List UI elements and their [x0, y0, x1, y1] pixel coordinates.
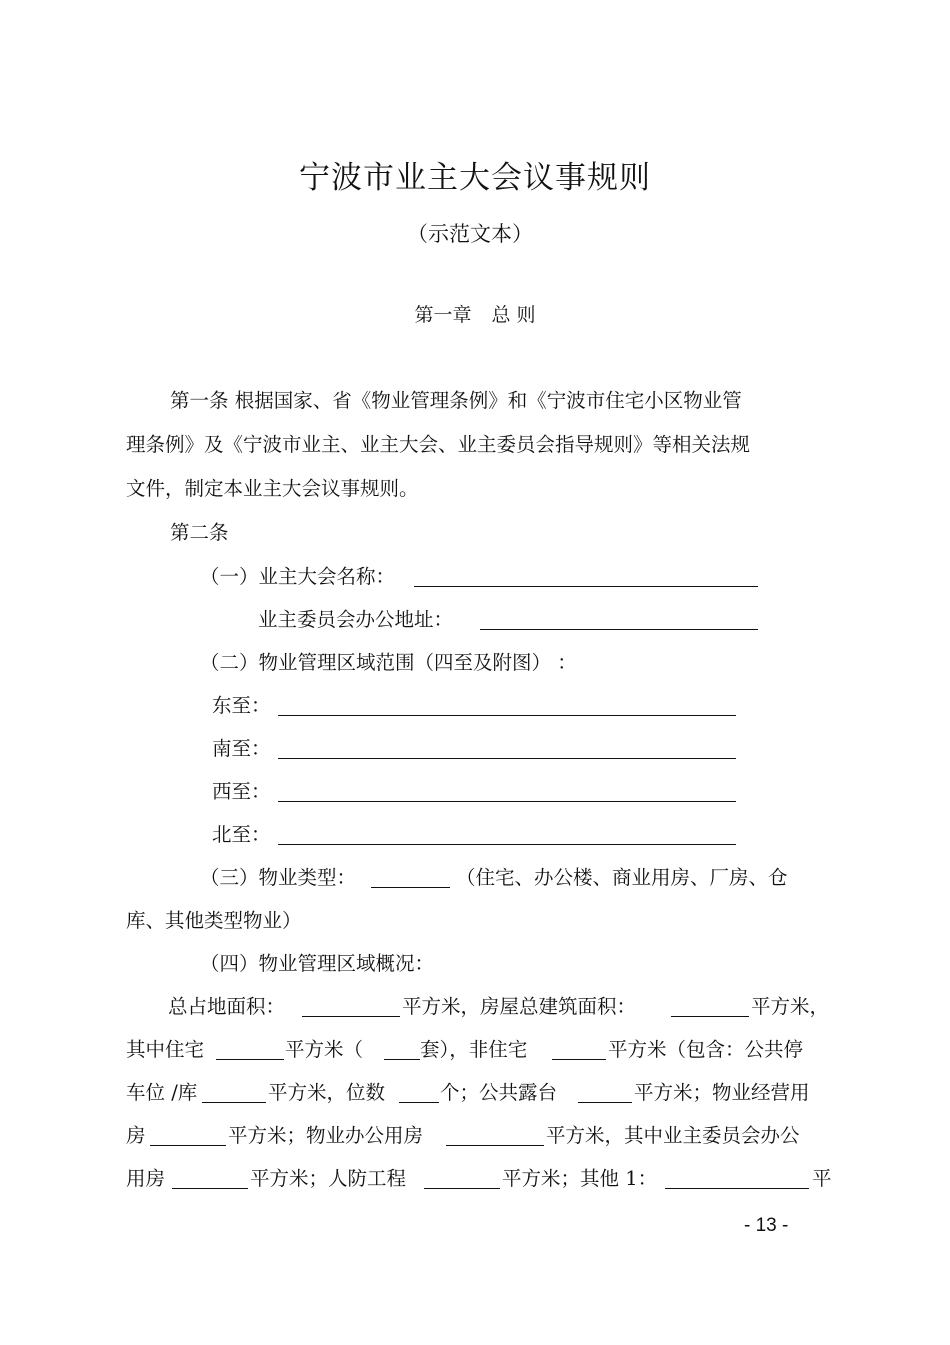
- terrace-blank[interactable]: [578, 1102, 632, 1103]
- total-land-label: 总占地面积：: [168, 995, 286, 1018]
- parking-area-blank[interactable]: [202, 1102, 266, 1103]
- owners-assembly-name-label: （一）业主大会名称：: [200, 565, 396, 588]
- article1-line3: 文件，制定本业主大会议事规则。: [126, 477, 419, 500]
- sqm-unit-1: 平方米，: [751, 995, 830, 1018]
- property-type-blank[interactable]: [371, 887, 450, 888]
- business-room-blank[interactable]: [150, 1145, 226, 1146]
- civil-defense-label: 平方米；人防工程: [250, 1167, 407, 1190]
- residential-units-blank[interactable]: [384, 1059, 420, 1060]
- document-subtitle: （示范文本）: [407, 222, 533, 246]
- owners-assembly-name-blank[interactable]: [414, 586, 758, 587]
- non-residential-blank[interactable]: [552, 1059, 606, 1060]
- parking-count-label: 平方米，位数: [268, 1081, 386, 1104]
- other-unit: 平: [812, 1167, 832, 1190]
- total-building-label: 平方米，房屋总建筑面积：: [402, 995, 637, 1018]
- article2-heading: 第二条: [170, 521, 229, 544]
- east-blank[interactable]: [278, 715, 736, 716]
- business-room-label-cont: 房: [126, 1124, 146, 1147]
- east-label: 东至：: [212, 694, 271, 717]
- document-title: 宁波市业主大会议事规则: [299, 160, 651, 196]
- article1-line1: 第一条 根据国家、省《物业管理条例》和《宁波市住宅小区物业管: [170, 389, 742, 412]
- north-label: 北至：: [212, 823, 271, 846]
- committee-room-blank[interactable]: [172, 1188, 248, 1189]
- parking-label: 车位 /库: [126, 1081, 198, 1104]
- chapter-name: 总 则: [491, 304, 536, 326]
- page-number: - 13 -: [744, 1215, 789, 1236]
- committee-room-label-cont: 用房: [126, 1167, 166, 1190]
- non-residential-label: 套），非住宅: [420, 1038, 528, 1061]
- civil-defense-blank[interactable]: [424, 1188, 500, 1189]
- chapter-number: 第一章: [414, 304, 472, 326]
- south-blank[interactable]: [278, 758, 736, 759]
- total-building-blank[interactable]: [671, 1016, 749, 1017]
- area-boundary-label: （二）物业管理区域范围（四至及附图） ：: [200, 651, 577, 674]
- parking-count-blank[interactable]: [399, 1102, 439, 1103]
- committee-office-label: 业主委员会办公地址：: [258, 608, 454, 631]
- property-type-options-cont: 库、其他类型物业）: [126, 909, 302, 932]
- property-type-options: （住宅、办公楼、商业用房、厂房、仓: [456, 866, 788, 889]
- committee-room-label: 平方米，其中业主委员会办公: [546, 1124, 800, 1147]
- non-residential-sqm: 平方米（包含：公共停: [608, 1038, 804, 1061]
- west-blank[interactable]: [278, 801, 736, 802]
- other-label: 平方米；其他 1：: [502, 1167, 658, 1190]
- other-blank[interactable]: [665, 1188, 809, 1189]
- office-room-label: 平方米；物业办公用房: [228, 1124, 424, 1147]
- total-land-blank[interactable]: [302, 1016, 400, 1017]
- office-room-blank[interactable]: [446, 1145, 544, 1146]
- terrace-label: 个；公共露台: [440, 1081, 558, 1104]
- residential-area-blank[interactable]: [216, 1059, 284, 1060]
- north-blank[interactable]: [278, 844, 736, 845]
- chapter-heading: [0, 300, 950, 327]
- business-room-label: 平方米；物业经营用: [634, 1081, 810, 1104]
- residential-label: 其中住宅: [126, 1038, 205, 1061]
- property-type-label: （三）物业类型：: [200, 866, 357, 889]
- south-label: 南至：: [212, 737, 271, 760]
- article1-line2: 理条例》及《宁波市业主、业主大会、业主委员会指导规则》等相关法规: [126, 433, 751, 456]
- committee-office-blank[interactable]: [480, 629, 758, 630]
- west-label: 西至：: [212, 780, 271, 803]
- area-overview-label: （四）物业管理区域概况：: [200, 952, 435, 975]
- residential-sqm: 平方米（: [285, 1038, 364, 1061]
